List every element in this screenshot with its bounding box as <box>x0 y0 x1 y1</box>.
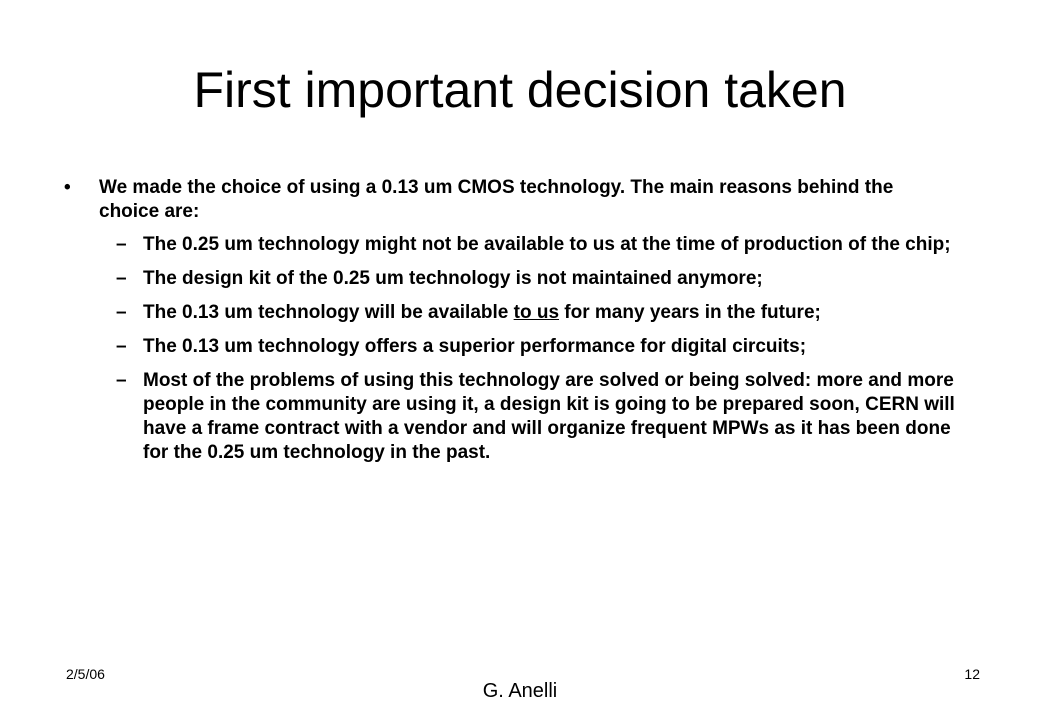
sub-bullet-text-end: for many years in the future; <box>559 302 821 323</box>
sub-bullet-item <box>116 233 976 257</box>
sub-bullet-text: The design kit of the 0.25 um technology is not maintained anymore; <box>143 268 763 289</box>
sub-bullet-item <box>116 369 976 465</box>
main-bullet <box>64 176 944 224</box>
underlined-text: to us <box>513 302 560 323</box>
sub-bullet-list <box>116 233 976 475</box>
dash-marker: – <box>116 370 127 391</box>
sub-bullet-text: The 0.25 um technology might not be available to us at the time of production of the chip; <box>143 234 951 255</box>
slide-title: First important decision taken <box>193 62 847 118</box>
sub-bullet-text: The 0.13 um technology offers a superior performance for digital circuits; <box>143 336 807 357</box>
dash-marker: – <box>116 268 127 289</box>
footer-author: G. Anelli <box>482 680 558 702</box>
dash-marker: – <box>116 336 127 357</box>
sub-bullet-text-start: The 0.13 um technology will be available <box>143 302 514 323</box>
sub-bullet-item <box>116 301 976 325</box>
dash-marker: – <box>116 302 127 323</box>
sub-bullet-item <box>116 335 976 359</box>
page-number: 12 <box>964 666 980 682</box>
sub-bullet-text: Most of the problems of using this technology are solved or being solved: more and more people in the community are using it, a design kit is going to be prepared soon, CERN will have a frame contract with a vendor and will organize frequent MPWs as it has been done for the 0.25 um technology in the past. <box>143 370 955 463</box>
dash-marker: – <box>116 234 127 255</box>
main-bullet-text: We made the choice of using a 0.13 um CMOS technology. The main reasons behind the choice are: <box>99 177 894 222</box>
sub-bullet-item <box>116 267 976 291</box>
footer-date: 2/5/06 <box>66 666 105 682</box>
bullet-marker: • <box>64 177 71 198</box>
